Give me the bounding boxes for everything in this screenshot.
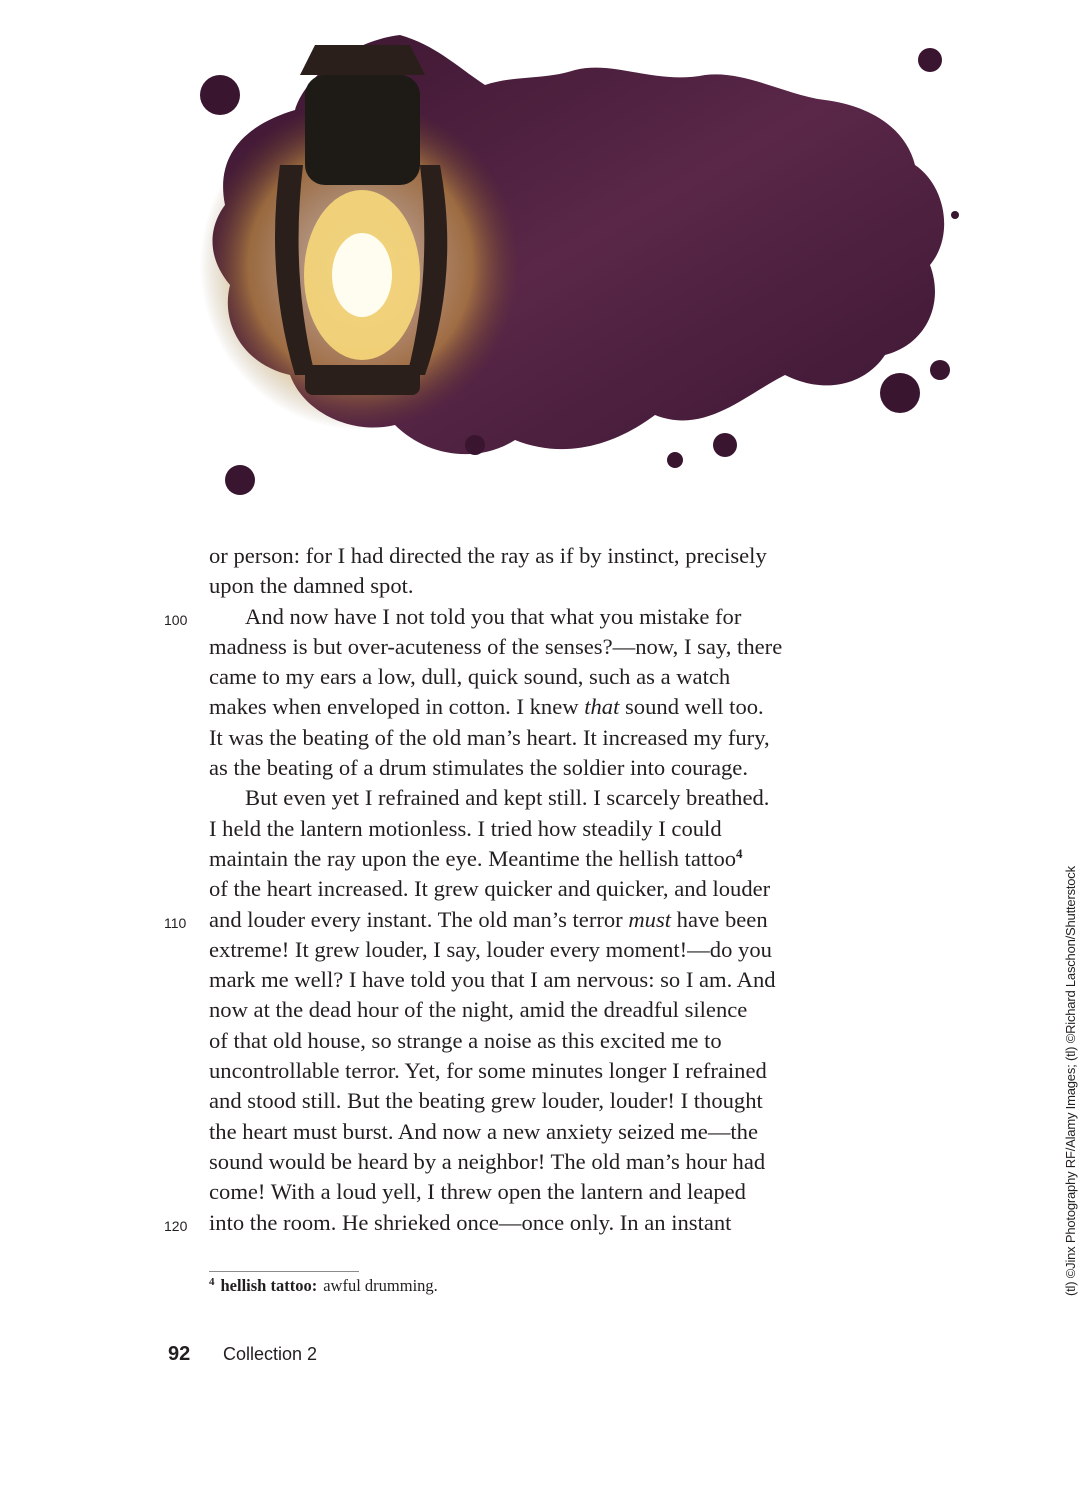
text-line: of that old house, so strange a noise as this excited me to (209, 1027, 722, 1053)
text-line: of the heart increased. It grew quicker and quicker, and louder (209, 876, 771, 902)
text-line: maintain the ray upon the eye. Meantime the hellish tattoo$^4$ (209, 845, 743, 871)
text-line: uncontrollable terror. Yet, for some minutes longer I refrained (209, 1058, 767, 1084)
footnote-term: hellish tattoo: (220, 1276, 318, 1295)
lantern-illustration (185, 15, 975, 505)
text-line: come! With a loud yell, I threw open the lantern and leaped (209, 1179, 746, 1205)
text-line: sound would be heard by a neighbor! The old man’s hour had (209, 1148, 766, 1174)
text-line: as the beating of a drum stimulates the soldier into courage. (209, 755, 748, 781)
text-line: and stood still. But the beating grew louder, louder! I thought (209, 1088, 763, 1114)
text-line: 120 into the room. He shrieked once—once only. In an instant (209, 1208, 834, 1238)
text-line: or person: for I had directed the ray as if by instinct, precisely (209, 543, 767, 568)
story-text (164, 541, 834, 1238)
footnote (209, 1276, 438, 1296)
text-line: came to my ears a low, dull, quick sound, such as a watch (209, 664, 731, 690)
lantern-icon (185, 15, 975, 505)
text-line: madness is but over-acuteness of the senses?—now, I say, there (209, 633, 783, 659)
line-number: 100 (164, 611, 188, 628)
photo-credit: (tl) ©Jinx Photography RF/Alamy Images; (tl) ©Richard Laschon/Shutterstock (1063, 866, 1078, 1296)
text-line: 110 and louder every instant. The old man’s terror must have been (209, 905, 834, 935)
text-line: mark me well? I have told you that I am nervous: so I am. And (209, 967, 776, 993)
footnote-number: 4 (209, 1276, 215, 1288)
text-line: I held the lantern motionless. I tried how steadily I could (209, 815, 722, 841)
text-line: now at the dead hour of the night, amid the dreadful silence (209, 997, 748, 1023)
line-number: 110 (164, 914, 187, 931)
text-line: But even yet I refrained and kept still. I scarcely breathed. (245, 785, 770, 811)
text-line: 100 And now have I not told you that what you mistake for (209, 602, 834, 632)
line-number: 120 (164, 1217, 188, 1234)
footnote-divider (209, 1271, 359, 1272)
text-line: makes when enveloped in cotton. I knew that sound well too. (209, 694, 764, 720)
page-number: 92 (168, 1343, 191, 1365)
text-line: It was the beating of the old man’s heart. It increased my fury, (209, 724, 770, 750)
collection-label: Collection 2 (223, 1344, 318, 1364)
text-line: the heart must burst. And now a new anxiety seized me—the (209, 1118, 759, 1144)
text-line: upon the damned spot. (209, 573, 414, 599)
text-line: extreme! It grew louder, I say, louder every moment!—do you (209, 936, 772, 962)
footnote-definition: awful drumming. (323, 1276, 438, 1295)
footnote-reference[interactable]: 4 (736, 845, 743, 861)
